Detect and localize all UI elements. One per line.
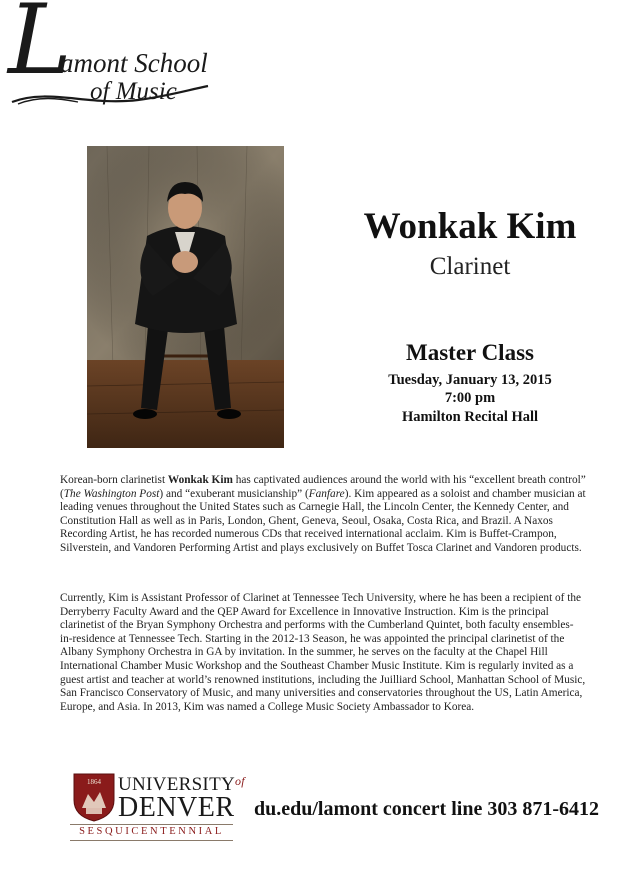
lamont-logo-line1: amont School <box>60 48 208 78</box>
concert-line-text: du.edu/lamont concert line 303 871-6412 <box>254 798 599 820</box>
bio-p1-name: Wonkak Kim <box>167 474 233 486</box>
bio-p1-text-a: Korean-born clarinetist <box>60 474 168 486</box>
bio-paragraph-2: Currently, Kim is Assistant Professor of Clarinet at Tennessee Tech University, where he has been a recipient of the Derryberry Faculty Award and the QEP Award for Excellence in Innovative Instruction. Kim is the principal clarinetist of the Bryan Symphony Orchestra and performs with the Cumberland Quintet, both faculty ensembles-in-residence at Tennessee Tech. Starting in the 2012-13 Season, he was appointed the principal clarinetist of the Albany Symphony Orchestra in GA by invitation. In the summer, he serves on the faculty at the Chapel Hill International Chamber Music Workshop and the Southeast Chamber Music Institute. Kim is regularly invited as a guest artist and teacher at world’s renowned institutions, including the Juilliard School, Manhattan School of Music, San Francisco Conservatory of Music, and many universities and conservatories throughout the US, Latin America, Europe, and Asia. In 2013, Kim was named a College Music Society Ambassador to Korea. <box>60 592 586 713</box>
bio-p1-source-2: Fanfare <box>308 487 345 500</box>
performer-portrait-icon <box>87 146 284 448</box>
university-of-denver-logo <box>70 770 245 845</box>
lamont-school-logo <box>8 0 218 110</box>
performer-name: Wonkak Kim <box>363 206 577 247</box>
bio-paragraph-1 <box>60 474 586 556</box>
bio-p1-source-1: The Washington Post <box>63 487 160 500</box>
du-logo-of: of <box>235 774 245 788</box>
du-logo-denver: DENVER <box>118 792 235 823</box>
du-logo-rule-top <box>70 824 233 825</box>
performer-portrait-photo <box>87 146 284 448</box>
du-logo-university-word: UNIVERSITY <box>118 774 235 795</box>
bio-p1-text-b: has captivated audiences around the world with his “excellent breath control” ( <box>60 474 586 500</box>
university-shield-icon <box>72 772 116 822</box>
lamont-logo-letter: L <box>8 0 72 96</box>
du-logo-sesquicentennial: SESQUICENTENNIAL <box>79 826 224 837</box>
performer-instrument: Clarinet <box>429 253 511 280</box>
du-logo-rule-bottom <box>70 840 233 841</box>
lamont-logo-line2: of Music <box>90 78 177 105</box>
event-date: Tuesday, January 13, 2015 <box>388 372 552 388</box>
bio-p1-text-c: ) and “exuberant musicianship” ( <box>159 487 309 500</box>
event-venue: Hamilton Recital Hall <box>401 409 539 425</box>
event-time: 7:00 pm <box>444 390 496 406</box>
event-title: Master Class <box>406 340 534 365</box>
shield-year: 1864 <box>87 778 101 786</box>
bio-p1-text-d: ). Kim appeared as a soloist and chamber musician at leading venues throughout the United States such as Carnegie Hall, the Lincoln Center, the Kennedy Center, and Constitution Hall as well as in Paris, London, Ghent, Geneva, Seoul, Osaka, Costa Rica, and Brazil. A Naxos Recording Artist, he has recorded numerous CDs that received international acclaim. Kim is Buffet-Crampon, Silverstein, and Vandoren Performing Artist and plays exclusively on Buffet Tosca Clarinet and Vandoren products. <box>60 487 586 554</box>
